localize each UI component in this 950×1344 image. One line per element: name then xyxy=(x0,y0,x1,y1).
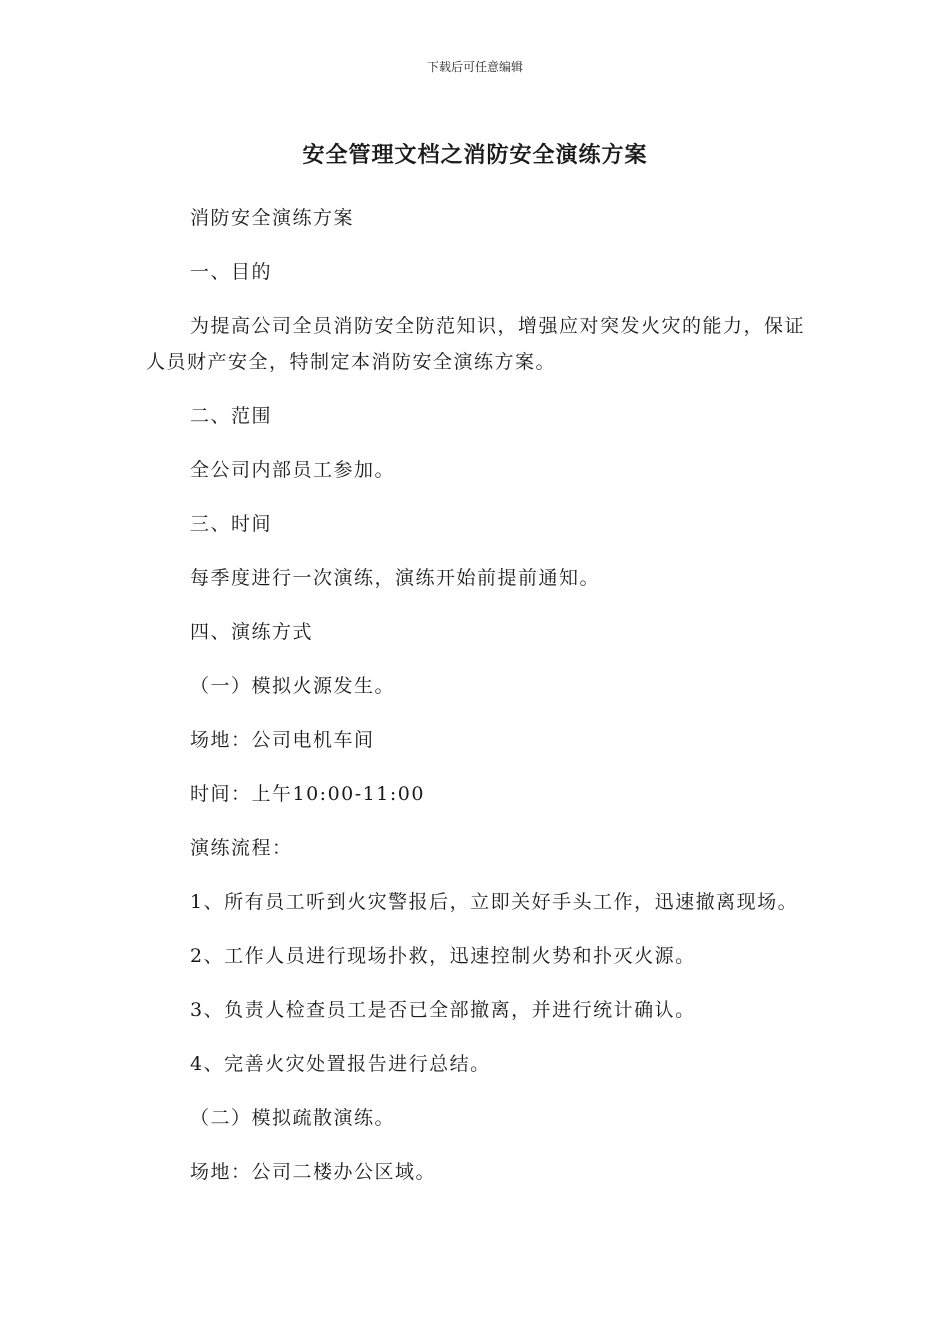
header-note: 下载后可任意编辑 xyxy=(426,60,523,74)
section-time-heading: 三、时间 xyxy=(190,513,273,535)
section-method-heading: 四、演练方式 xyxy=(190,621,314,643)
section-purpose-heading: 一、目的 xyxy=(190,261,273,283)
document-title: 安全管理文档之消防安全演练方案 xyxy=(302,143,648,168)
subsection-fire-drill: （一）模拟火源发生。 xyxy=(190,675,396,697)
process-step-3: 3、负责人检查员工是否已全部撤离，并进行统计确认。 xyxy=(190,999,696,1021)
evacuation-venue: 场地：公司二楼办公区域。 xyxy=(190,1161,437,1183)
section-scope-heading: 二、范围 xyxy=(190,405,273,427)
fire-drill-time: 时间：上午10:00-11:00 xyxy=(190,783,425,805)
process-step-2: 2、工作人员进行现场扑救，迅速控制火势和扑灭火源。 xyxy=(190,945,696,967)
time-text: 每季度进行一次演练，演练开始前提前通知。 xyxy=(190,567,601,589)
purpose-text: 为提高公司全员消防安全防范知识，增强应对突发火灾的能力，保证人员财产安全，特制定本消防安全演练方案。 xyxy=(146,315,806,373)
subsection-evacuation-drill: （二）模拟疏散演练。 xyxy=(190,1107,396,1129)
fire-drill-venue: 场地：公司电机车间 xyxy=(190,729,375,751)
document-body xyxy=(146,200,810,1208)
process-step-1: 1、所有员工听到火灾警报后，立即关好手头工作，迅速撤离现场。 xyxy=(190,891,799,913)
paragraph-heading: 消防安全演练方案 xyxy=(190,207,355,229)
scope-text: 全公司内部员工参加。 xyxy=(190,459,396,481)
process-step-4: 4、完善火灾处置报告进行总结。 xyxy=(190,1053,491,1075)
drill-process-label: 演练流程： xyxy=(190,837,293,859)
